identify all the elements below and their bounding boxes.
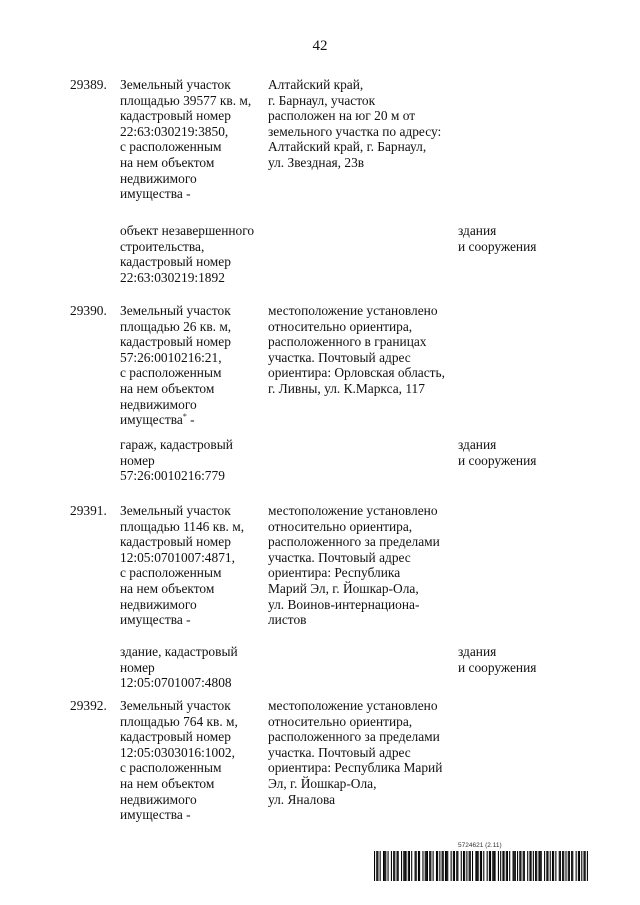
barcode-bar [507, 851, 508, 881]
barcode-bar [470, 851, 471, 881]
location-line: Алтайский край, г. Барнаул, [268, 139, 427, 155]
description-line: недвижимого [120, 596, 197, 612]
barcode-bar [483, 851, 484, 881]
barcode-bar [500, 851, 501, 881]
sub-object-type [458, 437, 588, 468]
sub-object-type [458, 644, 588, 675]
barcode-bar [498, 851, 499, 881]
description-line: площадью 39577 кв. м, [120, 92, 252, 108]
sub-description-line: кадастровый номер [120, 254, 231, 270]
barcode-bar [451, 851, 452, 881]
barcode-bar [437, 851, 438, 881]
barcode-bar [553, 851, 554, 881]
barcode-bar [519, 851, 520, 881]
barcode-bar [380, 851, 381, 881]
barcode-bar [565, 851, 566, 881]
barcode-bar [536, 851, 537, 881]
barcode-bar [393, 851, 394, 881]
location-line: ул. Звездная, 23в [268, 154, 365, 170]
sub-description-line: 22:63:030219:1892 [120, 269, 225, 285]
description-line: площадью 26 кв. м, [120, 318, 232, 334]
barcode-bar [394, 851, 395, 881]
footnote-marker: * [182, 412, 187, 422]
entry-location [268, 503, 458, 628]
description-line: 57:26:0010216:21, [120, 349, 222, 365]
type-line: здания [458, 437, 497, 452]
barcode-bar [463, 851, 464, 881]
barcode-bar [515, 851, 516, 881]
type-line: и сооружения [458, 238, 537, 254]
sub-object-type [458, 223, 588, 254]
type-line: здания [458, 223, 497, 238]
barcode-bar [429, 851, 430, 881]
barcode-bar [466, 851, 467, 881]
barcode-bar [523, 851, 524, 881]
barcode [374, 851, 588, 881]
location-line: ориентира: Орловская область, [268, 365, 445, 381]
description-line: на нем объектом [120, 580, 215, 596]
location-line: участка. Почтовый адрес [268, 349, 411, 365]
barcode-bar [475, 851, 476, 881]
barcode-bar [391, 851, 392, 881]
barcode-bar [416, 851, 417, 881]
description-line: с расположенным [120, 139, 222, 155]
description-line: Земельный участок [120, 698, 231, 713]
location-line: г. Ливны, ул. К.Маркса, 117 [268, 380, 425, 396]
description-line: недвижимого [120, 170, 197, 186]
location-line: ул. Воинов-интернациона- [268, 596, 420, 612]
barcode-bar [559, 851, 560, 881]
barcode-bar [418, 851, 419, 881]
barcode-bar [550, 851, 551, 881]
barcode-bar [426, 851, 427, 881]
barcode-bar [552, 851, 553, 881]
barcode-bar [425, 851, 426, 881]
page-number: 42 [312, 38, 328, 54]
barcode-bar [517, 851, 518, 881]
barcode-bar [377, 851, 378, 881]
entry-description [120, 303, 270, 428]
barcode-bar [547, 851, 548, 881]
sub-description-line: номер [120, 452, 155, 468]
sub-description-line: 57:26:0010216:779 [120, 468, 225, 484]
entry-description [120, 503, 270, 628]
barcode-bar [469, 851, 470, 881]
barcode-bar [541, 851, 542, 881]
description-line: 12:05:0701007:4871, [120, 549, 235, 565]
location-line: Эл, г. Йошкар-Ола, [268, 775, 377, 791]
description-line: с расположенным [120, 565, 222, 581]
barcode-bar [403, 851, 404, 881]
barcode-bar [562, 851, 563, 881]
barcode-bar [383, 851, 384, 881]
barcode-bar [490, 851, 491, 881]
description-line: с расположенным [120, 365, 222, 381]
entry-number: 29389. [70, 77, 107, 92]
entry-location [268, 698, 458, 807]
sub-object-description [120, 437, 270, 484]
barcode-bar [433, 851, 434, 881]
barcode-bar [376, 851, 377, 881]
description-line: кадастровый номер [120, 729, 231, 745]
barcode-bar [398, 851, 399, 881]
location-line: г. Барнаул, участок [268, 92, 376, 108]
location-line: ул. Яналова [268, 791, 336, 807]
type-line: и сооружения [458, 452, 537, 468]
barcode-bar [406, 851, 407, 881]
entry-number: 29390. [70, 303, 107, 318]
barcode-bar [529, 851, 530, 881]
sub-object-description [120, 644, 270, 691]
barcode-bar [495, 851, 496, 881]
entry-number: 29391. [70, 503, 107, 518]
location-line: местоположение установлено [268, 303, 438, 318]
barcode-bar [443, 851, 444, 881]
barcode-bar [427, 851, 428, 881]
barcode-bar [520, 851, 521, 881]
barcode-bar [572, 851, 573, 881]
barcode-bar [430, 851, 431, 881]
location-line: ориентира: Республика Марий [268, 760, 443, 776]
barcode-bar [581, 851, 582, 881]
barcode-bar [457, 851, 458, 881]
location-line: Алтайский край, [268, 77, 364, 92]
barcode-bar [571, 851, 572, 881]
barcode-bar [560, 851, 561, 881]
barcode-bar [415, 851, 416, 881]
barcode-bar [527, 851, 528, 881]
barcode-bar [569, 851, 570, 881]
barcode-bar [540, 851, 541, 881]
sub-description-line: объект незавершенного [120, 223, 255, 238]
barcode-bar [472, 851, 473, 881]
location-line: участка. Почтовый адрес [268, 744, 411, 760]
barcode-bar [531, 851, 532, 881]
description-text: имущества [120, 412, 183, 428]
barcode-bar [384, 851, 385, 881]
barcode-bar [563, 851, 564, 881]
barcode-bar [585, 851, 586, 881]
sub-object-description [120, 223, 270, 285]
description-line: 12:05:0303016:1002, [120, 744, 235, 760]
barcode-bar [502, 851, 503, 881]
barcode-bar [461, 851, 462, 881]
location-line: местоположение установлено [268, 698, 438, 713]
description-line: на нем объектом [120, 380, 215, 396]
location-line: относительно ориентира, [268, 318, 413, 334]
barcode-bar [447, 851, 448, 881]
description-line: Земельный участок [120, 77, 231, 92]
description-line: кадастровый номер [120, 534, 231, 550]
description-line: Земельный участок [120, 303, 231, 318]
entry-description [120, 698, 270, 823]
description-line-with-footnote [120, 412, 270, 428]
barcode-bar [535, 851, 536, 881]
barcode-bar [533, 851, 534, 881]
sub-description-line: номер [120, 659, 155, 675]
description-dash: - [186, 412, 195, 428]
barcode-bar [555, 851, 556, 881]
description-line: 22:63:030219:3850, [120, 123, 229, 139]
barcode-bar [514, 851, 515, 881]
barcode-bar [442, 851, 443, 881]
description-line: Земельный участок [120, 503, 231, 518]
description-line: на нем объектом [120, 775, 215, 791]
description-line: имущества - [120, 186, 191, 202]
description-line: с расположенным [120, 760, 222, 776]
barcode-bar [579, 851, 580, 881]
location-line: участка. Почтовый адрес [268, 549, 411, 565]
barcode-bar [489, 851, 490, 881]
location-line: расположенного за пределами [268, 729, 440, 745]
description-line: имущества - [120, 612, 191, 628]
location-line: относительно ориентира, [268, 518, 413, 534]
barcode-bar [576, 851, 577, 881]
description-line: имущества - [120, 807, 191, 823]
entry-location [268, 77, 458, 171]
location-line: земельного участка по адресу: [268, 123, 442, 139]
barcode-bar [493, 851, 494, 881]
entry-number: 29392. [70, 698, 107, 713]
location-line: местоположение установлено [268, 503, 438, 518]
location-line: расположенного в границах [268, 334, 427, 350]
barcode-bar [422, 851, 423, 881]
barcode-bar [454, 851, 455, 881]
barcode-bar [524, 851, 525, 881]
description-line: площадью 1146 кв. м, [120, 518, 245, 534]
barcode-bar [411, 851, 412, 881]
barcode-bar [546, 851, 547, 881]
barcode-bar [419, 851, 420, 881]
type-line: здания [458, 644, 497, 659]
barcode-bar [492, 851, 493, 881]
barcode-bar [504, 851, 505, 881]
barcode-bar [544, 851, 545, 881]
barcode-bar [587, 851, 588, 881]
barcode-bar [401, 851, 402, 881]
sub-description-line: гараж, кадастровый [120, 437, 233, 452]
sub-description-line: строительства, [120, 238, 205, 254]
location-line: ориентира: Республика [268, 565, 401, 581]
description-line: на нем объектом [120, 154, 215, 170]
barcode-bar [568, 851, 569, 881]
barcode-bar [409, 851, 410, 881]
description-line: недвижимого [120, 396, 197, 412]
barcode-bar [583, 851, 584, 881]
location-line: расположен на юг 20 м от [268, 108, 416, 124]
barcode-bar [385, 851, 386, 881]
sub-description-line: здание, кадастровый [120, 644, 238, 659]
barcode-bar [464, 851, 465, 881]
barcode-bar [476, 851, 477, 881]
barcode-bar [509, 851, 510, 881]
location-line: листов [268, 612, 307, 628]
barcode-bar [436, 851, 437, 881]
barcode-bar [538, 851, 539, 881]
location-line: Марий Эл, г. Йошкар-Ола, [268, 580, 419, 596]
barcode-bar [374, 851, 375, 881]
barcode-bar [513, 851, 514, 881]
sub-description-line: 12:05:0701007:4808 [120, 675, 232, 691]
barcode-label: 5724621 (2.11) [458, 842, 502, 849]
description-line: площадью 764 кв. м, [120, 713, 238, 729]
type-line: и сооружения [458, 659, 537, 675]
entry-description [120, 77, 270, 202]
location-line: относительно ориентира, [268, 713, 413, 729]
barcode-bar [456, 851, 457, 881]
barcode-bar [446, 851, 447, 881]
location-line: расположенного за пределами [268, 534, 440, 550]
barcode-bar [487, 851, 488, 881]
description-line: недвижимого [120, 791, 197, 807]
barcode-bar [578, 851, 579, 881]
barcode-bar [404, 851, 405, 881]
barcode-bar [408, 851, 409, 881]
barcode-bar [388, 851, 389, 881]
barcode-bar [481, 851, 482, 881]
barcode-bar [397, 851, 398, 881]
description-line: кадастровый номер [120, 108, 231, 124]
barcode-bar [478, 851, 479, 881]
description-line: кадастровый номер [120, 334, 231, 350]
barcode-bar [445, 851, 446, 881]
barcode-bar [453, 851, 454, 881]
barcode-bar [506, 851, 507, 881]
entry-location [268, 303, 458, 397]
barcode-bar [480, 851, 481, 881]
barcode-bar [439, 851, 440, 881]
